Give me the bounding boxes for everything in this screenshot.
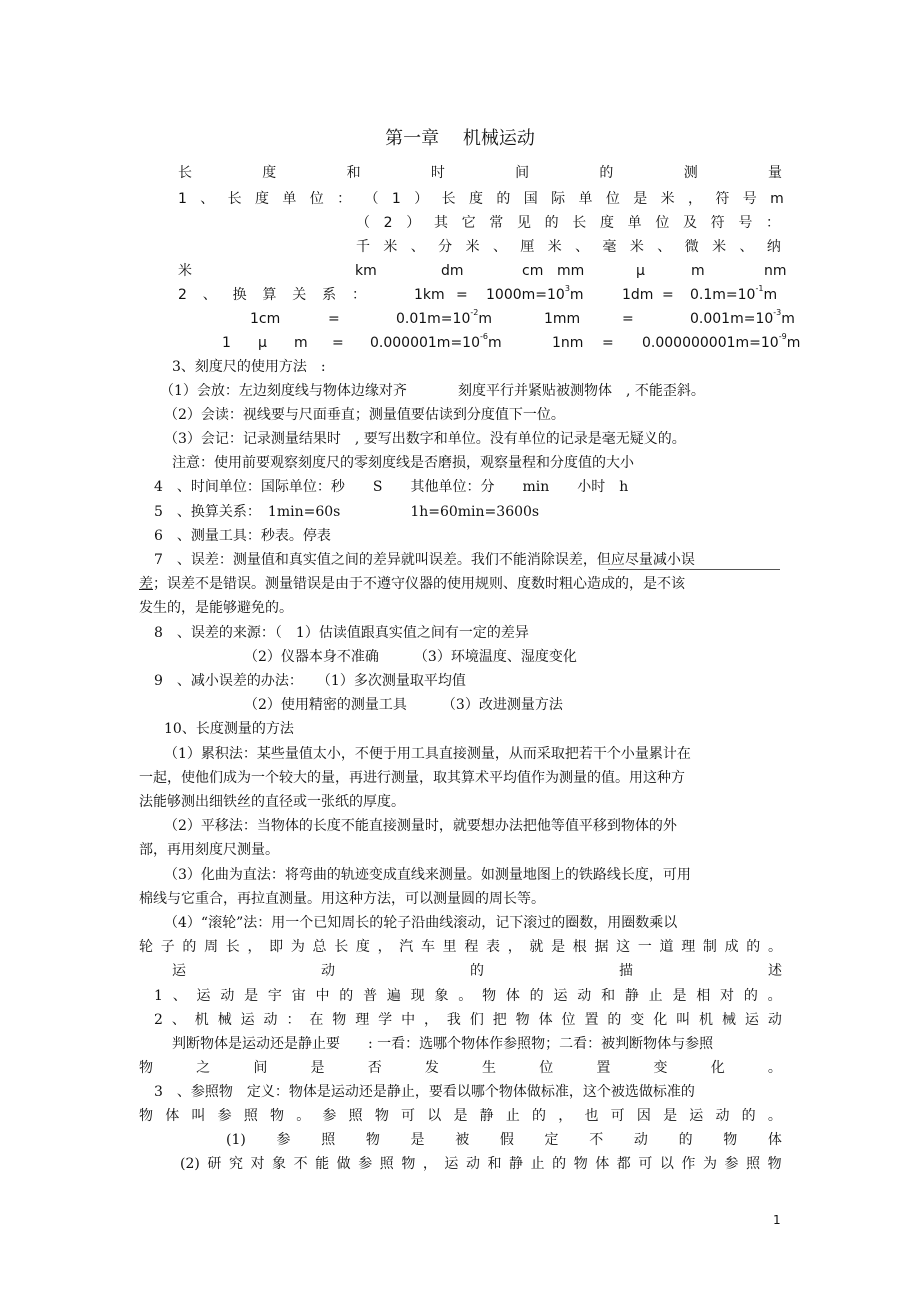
- text-token: 物: [482, 988, 497, 1004]
- error-definition-line-1: 7 、误差：测量值和真实值之间的差异就叫误差。我们不能消除误差，但应尽量减小误: [154, 552, 695, 568]
- text-token: 的: [746, 939, 761, 955]
- text-token: 的: [743, 988, 758, 1004]
- text-token: 把: [492, 1012, 507, 1028]
- text-token: 静: [624, 988, 639, 1004]
- text-token: 参: [724, 1156, 739, 1172]
- text-token: 是: [453, 1108, 468, 1124]
- text-token: 长: [225, 939, 240, 955]
- text-token: 系: [322, 287, 337, 303]
- text-token: 总: [312, 939, 327, 955]
- text-token: 物: [139, 1108, 153, 1124]
- text-token: 据: [594, 939, 609, 955]
- text-token: 描: [619, 963, 633, 979]
- text-token: 长: [334, 939, 349, 955]
- text-token: 以: [427, 1108, 442, 1124]
- text-token: 也: [584, 1108, 599, 1124]
- text-token: 间: [515, 165, 530, 181]
- time-tools: 6 、测量工具：秒表。停表: [154, 528, 331, 544]
- text-token: 、: [492, 239, 507, 255]
- text-token: 否: [367, 1060, 382, 1076]
- text-token: 体: [595, 1156, 610, 1172]
- text-token: 长: [572, 215, 587, 231]
- text-token: 。: [767, 1108, 782, 1124]
- text-token: ，: [423, 1012, 438, 1028]
- text-token: 可: [610, 1108, 625, 1124]
- text-token: 就: [529, 939, 544, 955]
- text-token: 动: [321, 963, 335, 979]
- text-token: 叫: [676, 1012, 691, 1028]
- motion-line-2b: 判断物体是运动还是静止要 : 一看：选哪个物体作参照物；二看：被判断物体与参照: [172, 1036, 714, 1052]
- reference-definition: 3 、参照物 定义：物体是运动还是静止，要看以哪个物体做标准，这个被选做标准的: [154, 1084, 695, 1100]
- text-token: 位: [539, 1060, 554, 1076]
- text-token: 千: [356, 239, 370, 255]
- text-token: 宇: [267, 988, 282, 1004]
- ruler-rule-1: （1）会放：左边刻度线与物体边缘对齐 刻度平行并紧贴被测物体 , 不能歪斜。: [160, 383, 705, 399]
- text-token: 度: [262, 165, 277, 181]
- text-token: 械: [721, 1012, 736, 1028]
- conversion-line-2: 1cm = $0.01m=10^{-2}m$ 1mm = $0.001m=10^{-3}m$: [250, 308, 795, 327]
- text-token: 置: [584, 1012, 599, 1028]
- text-token: 不: [293, 1156, 308, 1172]
- text-token: 物: [767, 1156, 782, 1172]
- text-token: 微: [684, 239, 699, 255]
- text-token: 体: [505, 988, 520, 1004]
- text-token: 叫: [191, 1108, 206, 1124]
- text-token: 是: [633, 191, 648, 207]
- text-token: 假: [499, 1132, 514, 1148]
- text-token: 静: [509, 1156, 524, 1172]
- text-token: 成: [724, 939, 739, 955]
- text-token: 位: [605, 191, 620, 207]
- text-token: 毫: [602, 239, 617, 255]
- text-token: 的: [496, 191, 511, 207]
- text-token: 化: [710, 1060, 725, 1076]
- text-token: 和: [487, 1156, 502, 1172]
- text-token: 米: [383, 239, 398, 255]
- text-token: 动: [577, 988, 592, 1004]
- text-token: 照: [746, 1156, 761, 1172]
- text-token: 为: [290, 939, 305, 955]
- text-token: 时: [430, 165, 445, 181]
- error-sources: 8 、误差的来源：（ 1）估读值跟真实值之间有一定的差异: [154, 625, 529, 641]
- error-definition-line-2: 差；误差不是错误。测量错误是由于不遵守仪器的使用规则、度数时粗心造成的，是不该: [139, 576, 685, 592]
- units-line-4: 米 km dm cm mm μ m nm: [178, 263, 787, 279]
- text-token: 不: [589, 1132, 604, 1148]
- motion-line-2: [154, 1011, 782, 1029]
- text-token: 体: [538, 1012, 553, 1028]
- text-token: 米: [547, 239, 562, 255]
- method-3-line-2: 棉线与它重合，再拉直测量。用这种方法，可以测量圆的周长等。: [139, 891, 545, 907]
- text-token: 的: [470, 963, 484, 979]
- text-token: 测: [683, 165, 698, 181]
- text-token: ，: [377, 939, 392, 955]
- text-token: 究: [228, 1156, 243, 1172]
- text-token: 能: [315, 1156, 330, 1172]
- text-token: 制: [702, 939, 717, 955]
- text-token: 关: [292, 287, 307, 303]
- text-token: 象: [434, 988, 449, 1004]
- text-token: 车: [420, 939, 435, 955]
- text-token: ：: [337, 191, 352, 207]
- text-token: 2: [154, 1012, 163, 1028]
- text-token: 。: [767, 988, 782, 1004]
- text-token: 单: [627, 215, 642, 231]
- text-token: 的: [599, 165, 614, 181]
- text-token: 量: [767, 165, 782, 181]
- text-token: 、: [739, 239, 754, 255]
- text-token: 的: [607, 1012, 622, 1028]
- ruler-note: 注意：使用前要观察刻度尺的零刻度线是否磨损，观察量程和分度值的大小: [172, 455, 634, 471]
- text-token: 、: [171, 1012, 186, 1028]
- text-token: 动: [263, 1012, 278, 1028]
- text-token: ：: [286, 1012, 301, 1028]
- section-heading-motion: [172, 962, 782, 980]
- motion-line-2c: [139, 1059, 782, 1077]
- text-token: 2: [178, 287, 187, 303]
- text-token: 及: [682, 215, 697, 231]
- text-token: 度: [355, 939, 370, 955]
- reference-point-1: [226, 1131, 782, 1149]
- text-token: 1: [154, 988, 163, 1004]
- text-token: 和: [601, 988, 616, 1004]
- text-token: 、: [202, 287, 217, 303]
- text-token: 作: [681, 1156, 696, 1172]
- text-token: 中: [401, 1012, 416, 1028]
- text-token: 变: [630, 1012, 645, 1028]
- text-token: 动: [767, 1012, 782, 1028]
- text-token: 、: [200, 191, 215, 207]
- text-token: 的: [529, 988, 544, 1004]
- error-sources-2: （2）仪器本身不准确 （3）环境温度、湿度变化: [244, 649, 577, 665]
- method-1-line-3: 法能够测出细铁丝的直径或一张纸的厚度。: [139, 794, 405, 810]
- text-token: 符: [710, 215, 725, 231]
- text-token: 化: [653, 1012, 668, 1028]
- text-token: 根: [572, 939, 587, 955]
- text-token: ，: [247, 939, 262, 955]
- text-token: 位: [655, 215, 670, 231]
- text-token: 度: [599, 215, 614, 231]
- text-token: 动: [633, 1132, 648, 1148]
- text-token: 止: [530, 1156, 545, 1172]
- text-token: 象: [272, 1156, 287, 1172]
- text-token: 相: [696, 988, 711, 1004]
- text-token: 周: [204, 939, 219, 955]
- text-token: 长: [441, 191, 456, 207]
- text-token: 静: [479, 1108, 494, 1124]
- reference-line-2: [139, 1107, 782, 1125]
- text-token: 被: [455, 1132, 470, 1148]
- text-token: 发: [424, 1060, 439, 1076]
- text-token: 是: [663, 1108, 678, 1124]
- text-token: 是: [244, 988, 259, 1004]
- text-token: （: [364, 191, 379, 207]
- text-token: 它: [461, 215, 476, 231]
- text-token: 位: [561, 1012, 576, 1028]
- text-token: 可: [638, 1156, 653, 1172]
- text-token: 符: [715, 191, 730, 207]
- units-line-2: [356, 214, 780, 232]
- text-token: 止: [648, 988, 663, 1004]
- text-token: 的: [678, 1132, 693, 1148]
- text-token: 分: [438, 239, 453, 255]
- text-token: 号: [738, 215, 753, 231]
- text-token: ，: [687, 191, 702, 207]
- text-token: 是: [551, 939, 566, 955]
- text-token: 参: [322, 1108, 337, 1124]
- text-token: 轮: [139, 939, 153, 955]
- text-token: 程: [464, 939, 479, 955]
- text-token: 算: [262, 287, 277, 303]
- text-token: 间: [253, 1060, 268, 1076]
- text-token: 对: [720, 988, 735, 1004]
- text-token: 单: [282, 191, 297, 207]
- text-token: 长: [227, 191, 242, 207]
- text-token: 道: [659, 939, 674, 955]
- text-token: 子: [160, 939, 175, 955]
- text-token: 械: [217, 1012, 232, 1028]
- text-token: 这: [616, 939, 631, 955]
- text-token: 理: [355, 1012, 370, 1028]
- text-token: 的: [552, 1156, 567, 1172]
- text-token: 即: [269, 939, 284, 955]
- text-token: 见: [516, 215, 531, 231]
- text-token: 机: [194, 1012, 209, 1028]
- text-token: 物: [515, 1012, 530, 1028]
- methods-heading: 10、长度测量的方法: [164, 721, 294, 737]
- text-token: 和: [346, 165, 361, 181]
- text-token: 表: [486, 939, 500, 955]
- method-2-line-1: （2）平移法：当物体的长度不能直接测量时，就要想办法把他等值平移到物体的外: [164, 818, 677, 834]
- text-token: 物: [270, 1108, 285, 1124]
- text-token: 参: [358, 1156, 373, 1172]
- text-token: 中: [315, 988, 330, 1004]
- text-token: 照: [379, 1156, 394, 1172]
- text-token: 纳: [766, 239, 781, 255]
- text-token: 变: [653, 1060, 668, 1076]
- text-token: 生: [482, 1060, 497, 1076]
- reference-point-2: [180, 1155, 782, 1173]
- time-units: 4 、时间单位：国际单位：秒 S 其他单位：分 min 小时 h: [154, 479, 629, 495]
- method-4-line-1: （4）“滚轮”法：用一个已知周长的轮子沿曲线滚动，记下滚过的圈数，用圈数乘以: [164, 915, 678, 931]
- text-token: 体: [165, 1108, 180, 1124]
- ruler-rule-3: （3）会记：记录测量结果时 , 要写出数字和单位。没有单位的记录是毫无疑义的。: [164, 431, 686, 447]
- text-token: 。: [296, 1108, 311, 1124]
- text-token: 的: [532, 1108, 547, 1124]
- text-token: 我: [446, 1012, 461, 1028]
- text-token: 、: [575, 239, 590, 255]
- text-token: 运: [240, 1012, 255, 1028]
- text-token: 1: [391, 191, 401, 207]
- text-token: 们: [469, 1012, 484, 1028]
- text-token: 的: [741, 1108, 756, 1124]
- text-token: 运: [744, 1012, 759, 1028]
- text-token: 都: [616, 1156, 631, 1172]
- reduce-error-2: （2）使用精密的测量工具 （3）改进测量方法: [244, 697, 563, 713]
- ruler-rule-2: （2）会读：视线要与尺面垂直；测量值要估读到分度值下一位。: [164, 407, 565, 423]
- text-token: 米: [712, 239, 727, 255]
- text-token: 研: [207, 1156, 222, 1172]
- text-token: 学: [378, 1012, 393, 1028]
- ruler-heading: 3、刻度尺的使用方法 :: [172, 359, 326, 375]
- motion-line-1: [154, 987, 782, 1005]
- text-token: ，: [558, 1108, 573, 1124]
- text-token: 一: [637, 939, 652, 955]
- chapter-title: 第一章 机械运动: [385, 128, 535, 149]
- text-token: 换: [232, 287, 247, 303]
- method-1-line-2: 一起，使他们成为一个较大的量，再进行测量，取其算术平均值作为测量的值。用这种方: [139, 770, 685, 786]
- text-token: 度: [468, 191, 483, 207]
- text-token: ：: [766, 215, 780, 231]
- text-token: 遍: [386, 988, 401, 1004]
- text-token: 之: [196, 1060, 211, 1076]
- text-token: 机: [699, 1012, 714, 1028]
- text-token: 止: [505, 1108, 520, 1124]
- method-3-line-1: （3）化曲为直法：将弯曲的轨迹变成直线来测量。如测量地图上的铁路线长度，可用: [164, 867, 691, 883]
- text-token: 可: [401, 1108, 416, 1124]
- method-2-line-2: 部，再用刻度尺测量。: [139, 842, 279, 858]
- text-token: 位: [309, 191, 324, 207]
- text-token: 单: [578, 191, 593, 207]
- text-token: 运: [172, 963, 186, 979]
- section-heading-length-time: [178, 164, 782, 182]
- text-token: 厘: [520, 239, 535, 255]
- text-token: 是: [310, 1060, 325, 1076]
- text-token: 动: [220, 988, 235, 1004]
- text-token: 在: [309, 1012, 324, 1028]
- text-token: 照: [243, 1108, 258, 1124]
- text-token: 述: [768, 963, 782, 979]
- text-token: 物: [401, 1156, 416, 1172]
- error-definition-line-3: 发生的，是能够避免的。: [139, 600, 293, 616]
- text-token: 、: [172, 988, 187, 1004]
- underline-rule: [608, 569, 780, 570]
- text-token: 参: [217, 1108, 232, 1124]
- text-token: 运: [196, 988, 211, 1004]
- text-token: 。: [458, 988, 473, 1004]
- conversion-line-1: 2 、 换 算 关 系 ： 1km = $1000m=10^3m$ 1dm = $0.1m=10^{-1}m$: [178, 284, 778, 303]
- text-token: 物: [332, 1012, 347, 1028]
- text-token: 是: [410, 1132, 425, 1148]
- text-token: 照: [348, 1108, 363, 1124]
- text-token: 物: [573, 1156, 588, 1172]
- text-token: (2): [180, 1156, 200, 1172]
- text-token: ）: [406, 215, 421, 231]
- text-token: ：: [351, 287, 366, 303]
- text-token: 米: [629, 239, 644, 255]
- text-token: 里: [442, 939, 457, 955]
- text-token: 2: [383, 215, 393, 231]
- text-token: 、: [410, 239, 425, 255]
- text-token: 定: [544, 1132, 559, 1148]
- text-token: 物: [374, 1108, 389, 1124]
- text-token: 动: [465, 1156, 480, 1172]
- text-token: 运: [689, 1108, 704, 1124]
- text-token: (1): [226, 1132, 246, 1148]
- text-token: 照: [321, 1132, 336, 1148]
- text-token: 米: [660, 191, 675, 207]
- text-token: 现: [410, 988, 425, 1004]
- text-token: 是: [672, 988, 687, 1004]
- text-token: 际: [551, 191, 566, 207]
- text-token: 物: [139, 1060, 153, 1076]
- text-token: 长: [178, 165, 192, 181]
- method-4-line-2: [139, 938, 782, 956]
- text-token: （: [356, 215, 370, 231]
- text-token: 理: [681, 939, 696, 955]
- time-conversion: 5 、换算关系： 1min=60s 1h=60min=3600s: [154, 504, 540, 520]
- text-token: ，: [507, 939, 522, 955]
- text-token: 国: [523, 191, 538, 207]
- text-token: 常: [489, 215, 504, 231]
- text-token: 运: [444, 1156, 459, 1172]
- text-token: 对: [250, 1156, 265, 1172]
- units-line-3: [356, 238, 781, 256]
- conversion-line-3: 1 μ m = $0.000001m=10^{-6}m$ 1nm = $0.000000001m=10^{-9}m$: [222, 332, 801, 351]
- text-token: 做: [336, 1156, 351, 1172]
- text-token: 米: [465, 239, 480, 255]
- text-token: 的: [182, 939, 197, 955]
- text-token: 置: [596, 1060, 611, 1076]
- text-token: ）: [414, 191, 429, 207]
- text-token: 汽: [399, 939, 414, 955]
- text-token: 物: [723, 1132, 738, 1148]
- page-number: 1: [773, 1213, 781, 1227]
- method-1-line-1: （1）累积法：某些量值太小，不便于用工具直接测量，从而采取把若干个小量累计在: [164, 746, 691, 762]
- text-token: 运: [553, 988, 568, 1004]
- text-token: 其: [433, 215, 448, 231]
- text-token: 。: [767, 939, 782, 955]
- text-token: m: [770, 191, 784, 207]
- text-token: 宙: [291, 988, 306, 1004]
- text-token: 以: [659, 1156, 674, 1172]
- text-token: 为: [702, 1156, 717, 1172]
- text-token: 动: [715, 1108, 730, 1124]
- text-token: ，: [422, 1156, 437, 1172]
- text-token: 、: [657, 239, 672, 255]
- text-token: 号: [742, 191, 757, 207]
- text-token: 。: [767, 1060, 782, 1076]
- text-token: 物: [365, 1132, 380, 1148]
- text-token: 的: [339, 988, 354, 1004]
- text-token: 参: [276, 1132, 291, 1148]
- text-token: 普: [363, 988, 378, 1004]
- reduce-error: 9 、减小误差的办法： （1）多次测量取平均值: [154, 673, 466, 689]
- units-line-1: [178, 190, 784, 208]
- text-token: 的: [544, 215, 559, 231]
- text-token: 因: [636, 1108, 651, 1124]
- text-token: 度: [255, 191, 270, 207]
- text-token: 1: [178, 191, 187, 207]
- text-token: 体: [767, 1132, 782, 1148]
